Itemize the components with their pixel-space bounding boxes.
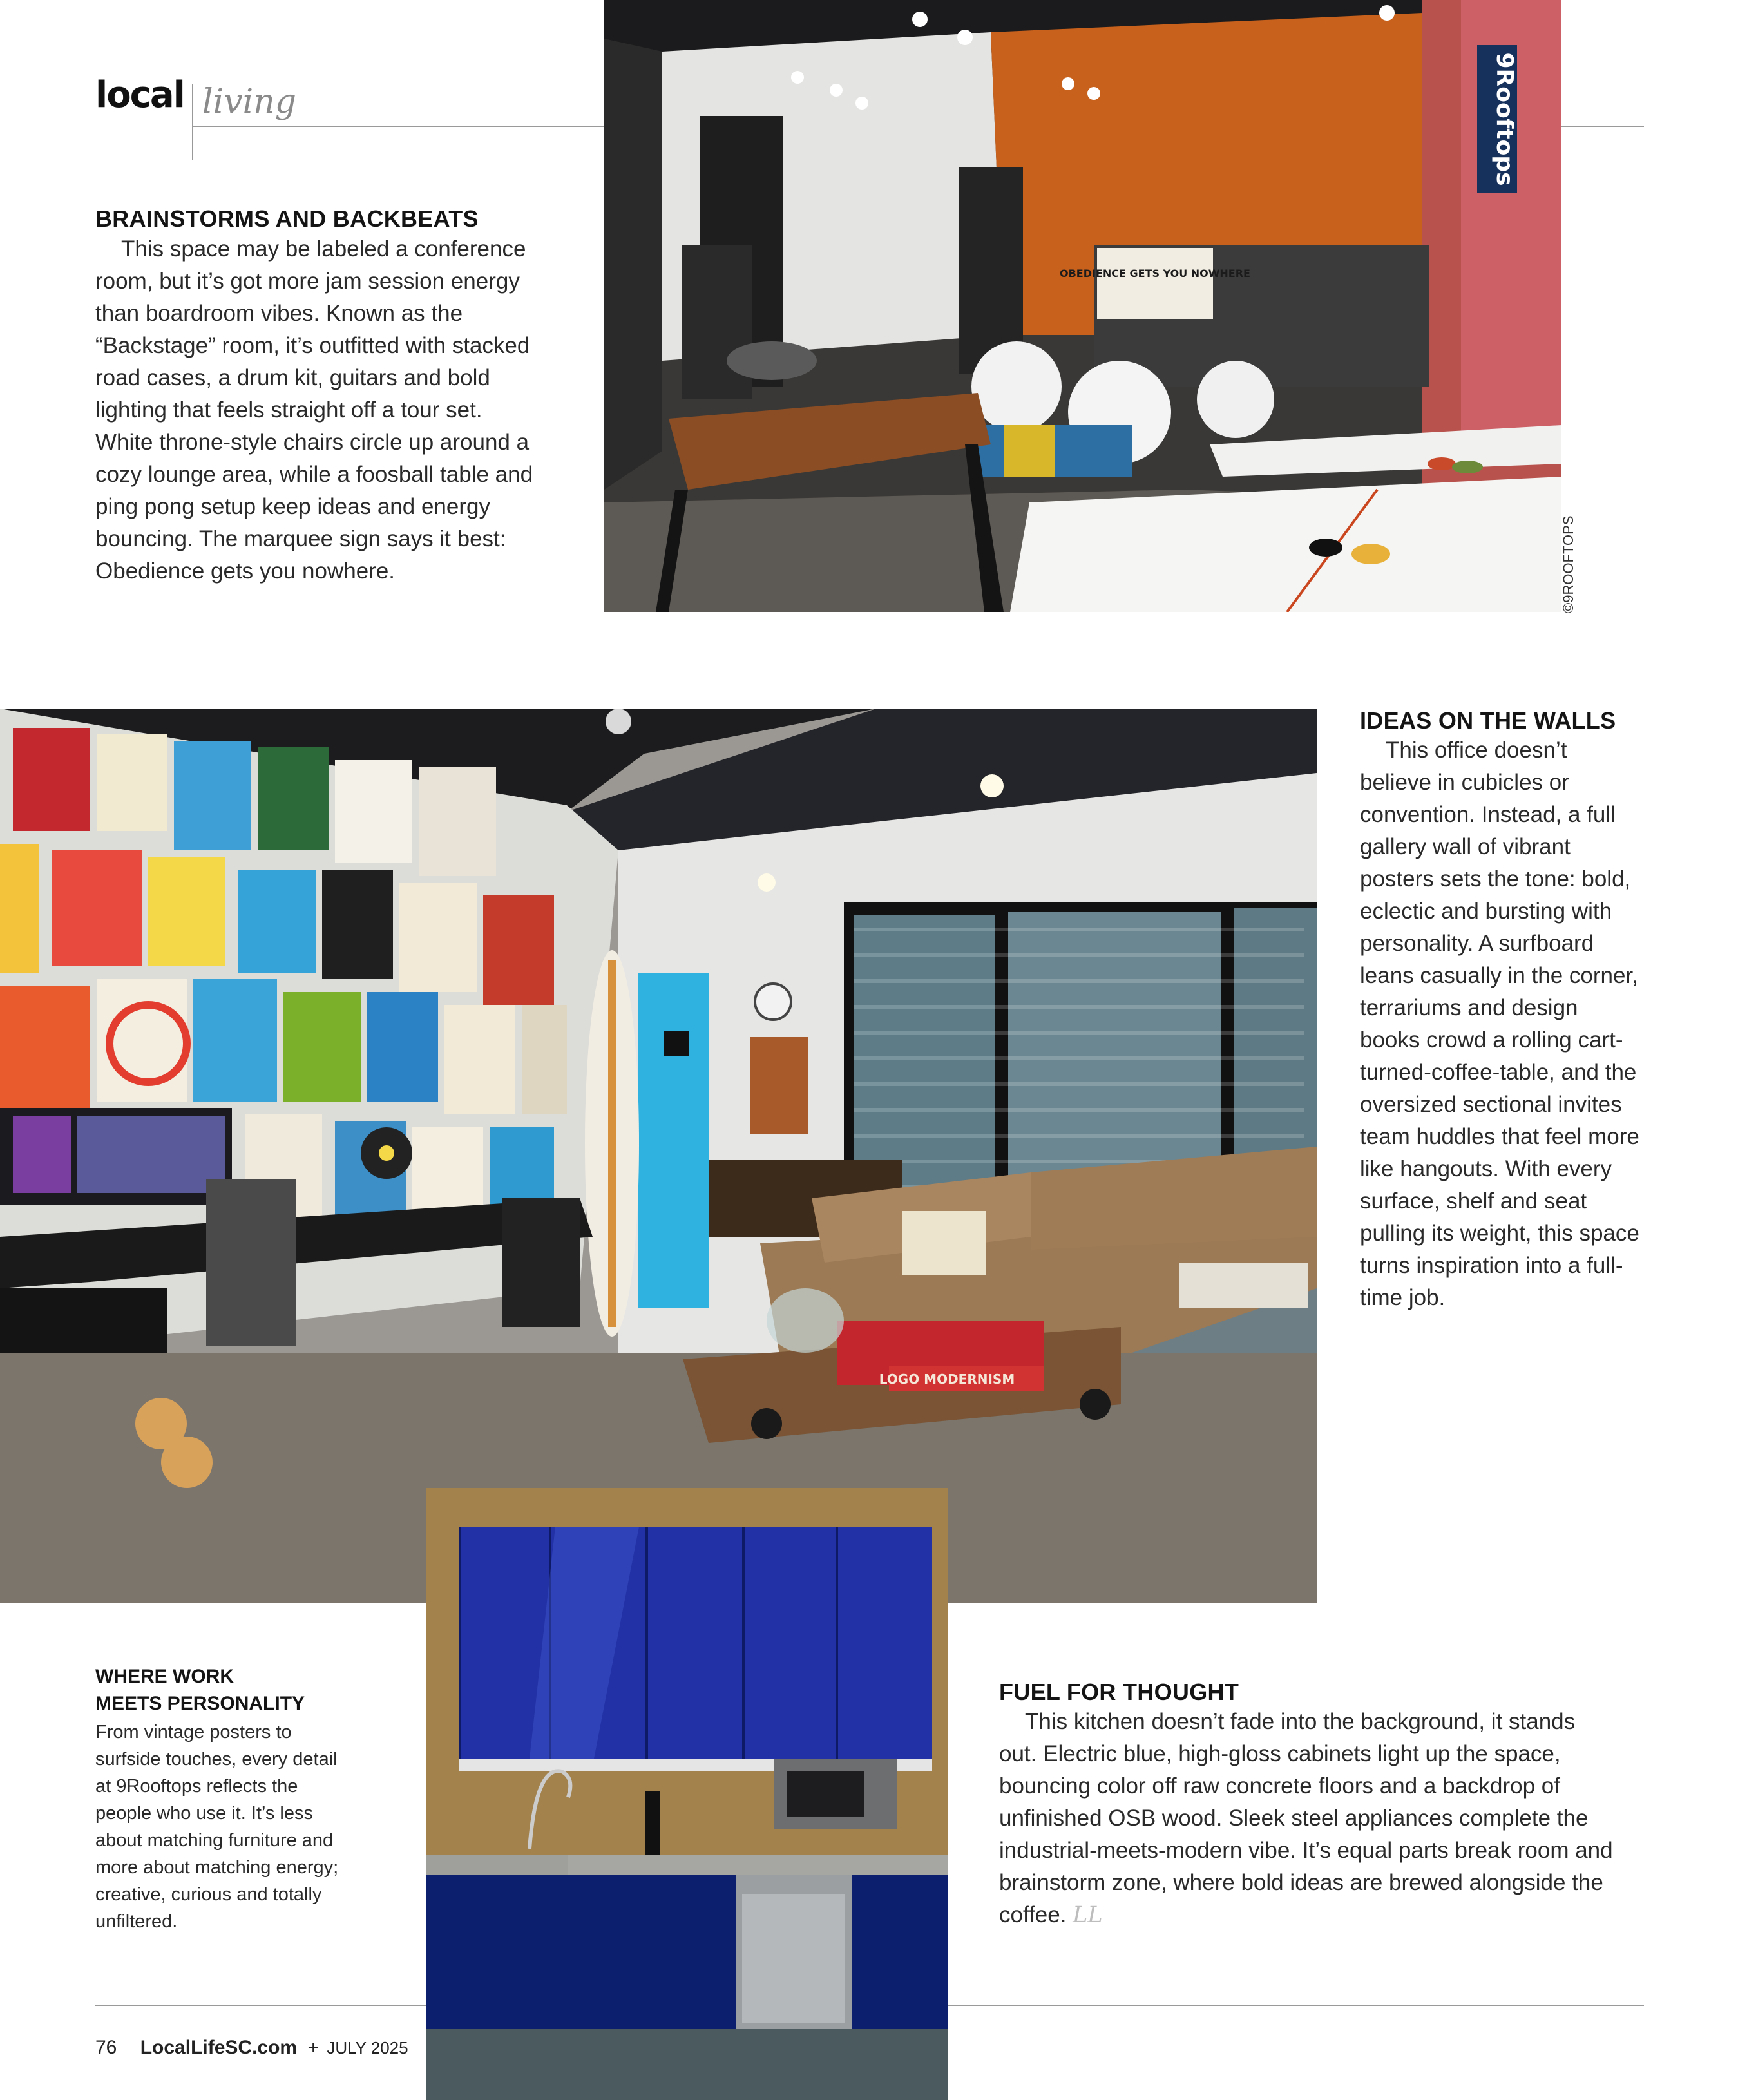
story-body-kitchen-text: This kitchen doesn’t fade into the background, it stands out. Electric blue, high-gloss cabinets light up the space, bouncing color off raw concrete floors and a backdrop of unfinished OSB wood. Sleek steel appliances complete the industrial-meets-modern vibe. It’s equal parts break room and brainstorm zone, where bold ideas are brewed alongside the coffee. [999,1709,1613,1927]
section-label: living [202,82,297,121]
page-number: 76 [95,2037,117,2058]
story-heading-backstage: BRAINSTORMS AND BACKBEATS [95,205,479,232]
footer-rule-left [95,2005,426,2006]
sidebar-heading [95,1663,379,1717]
book-spine-text: LOGO MODERNISM [879,1371,1015,1387]
story-body-text [999,1706,1618,1931]
story-body-text: This space may be labeled a conference room, but it’s got more jam session energy than boardroom vibes. Known as the “Backstage” room, it’s outfitted with stacked road cases, a drum kit, guitars and bold lighting that feels straight off a tour set. White throne-style chairs circle up around a cozy lounge area, while a foosball table and ping pong setup keep ideas and energy bouncing. The marquee sign says it best: Obedience gets you nowhere. [95,236,533,584]
story-heading-kitchen: FUEL FOR THOUGHT [999,1679,1239,1705]
photo-kitchen [426,1488,948,2100]
banner-text: 9Rooftops [1491,52,1518,186]
brand-divider [192,84,193,160]
photo-credit-text: ©9ROOFTOPS [1560,515,1576,613]
sidebar-body: From vintage posters to surfside touches, every detail at 9Rooftops reflects the people who use it. It’s less about matching furniture and more about matching energy; creative, curious and totally unfiltered. [95,1722,339,1932]
story-body-text: This office doesn’t believe in cubicles or convention. Instead, a full gallery wall of vibrant posters sets the tone: bold, eclectic and bursting with personality. A surfboard leans casually in the corner, terrariums and design books crowd a rolling cart-turned-coffee-table, and the oversized sectional invites team huddles that feel more like hangouts. With every surface, shelf and seat pulling its weight, this space turns inspiration into a full-time job. [1360,738,1639,1310]
photo-credit [1558,515,1583,618]
footer [95,2037,408,2059]
end-mark: LL [1073,1902,1103,1928]
footer-rule-right [948,2005,1644,2006]
header-rule-left [192,126,604,127]
marquee-sign-text: OBEDIENCE GETS YOU NOWHERE [1060,267,1250,280]
footer-issue: JULY 2025 [327,2038,408,2057]
story-heading-gallery: IDEAS ON THE WALLS [1360,707,1616,734]
footer-separator: + [307,2037,319,2058]
sidebar-heading-line1: WHERE WORK [95,1666,234,1687]
story-body-kitchen [999,1706,1618,1931]
brand-logo: local [95,74,184,116]
story-body-gallery [1360,734,1642,1314]
photo-backstage-room [604,0,1561,612]
header-rule-right [1561,126,1644,127]
footer-site[interactable]: LocalLifeSC.com [140,2037,298,2058]
story-body-backstage [95,233,540,587]
photo-office-gallery [0,709,1317,1603]
sidebar-heading-line2: MEETS PERSONALITY [95,1693,305,1714]
